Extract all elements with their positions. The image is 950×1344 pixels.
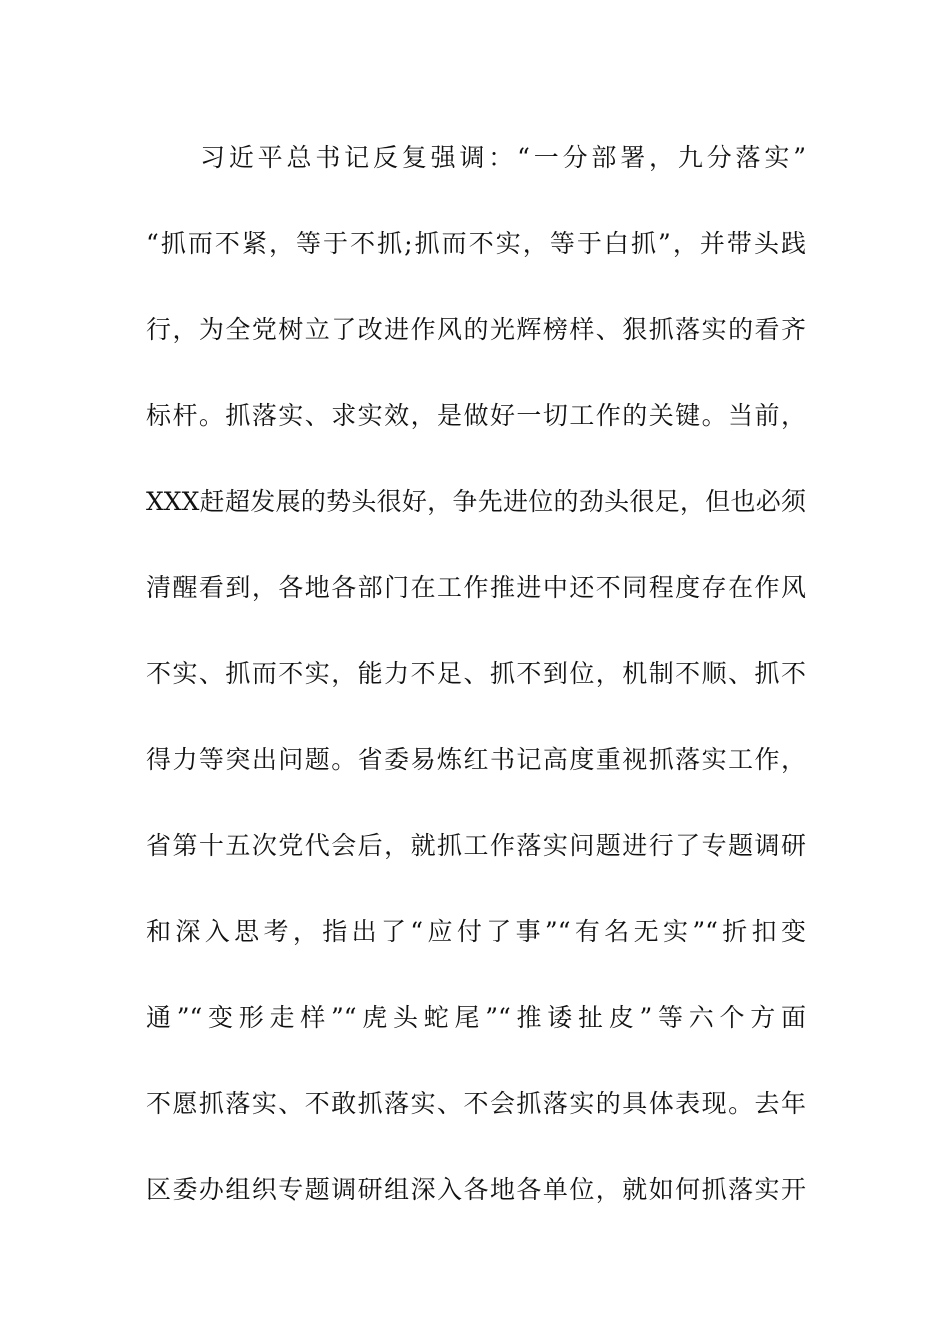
paragraph-line-1: 习近平总书记反复强调：“一分部署，九分落实” [200,143,806,172]
paragraph-line-3: 行，为全党树立了改进作风的光辉榜样、狠抓落实的看齐 [146,315,806,344]
paragraph-line-8: 得力等突出问题。省委易炼红书记高度重视抓落实工作， [146,745,806,774]
paragraph-line-10: 和深入思考，指出了“应付了事”“有名无实”“折扣变 [146,917,806,946]
paragraph-line-12: 不愿抓落实、不敢抓落实、不会抓落实的具体表现。去年 [146,1089,806,1118]
paragraph-line-7: 不实、抓而不实，能力不足、抓不到位，机制不顺、抓不 [146,659,806,688]
paragraph-line-5: XXX赶超发展的势头很好，争先进位的劲头很足，但也必须 [146,487,806,516]
paragraph-line-6: 清醒看到，各地各部门在工作推进中还不同程度存在作风 [146,573,806,602]
paragraph-line-13: 区委办组织专题调研组深入各地各单位，就如何抓落实开 [146,1175,806,1204]
paragraph-line-11: 通”“变形走样”“虎头蛇尾”“推诿扯皮”等六个方面 [146,1003,806,1032]
paragraph-line-2: “抓而不紧，等于不抓;抓而不实，等于白抓”，并带头践 [146,229,806,258]
paragraph-line-9: 省第十五次党代会后，就抓工作落实问题进行了专题调研 [146,831,806,860]
paragraph-line-4: 标杆。抓落实、求实效，是做好一切工作的关键。当前， [146,401,806,430]
